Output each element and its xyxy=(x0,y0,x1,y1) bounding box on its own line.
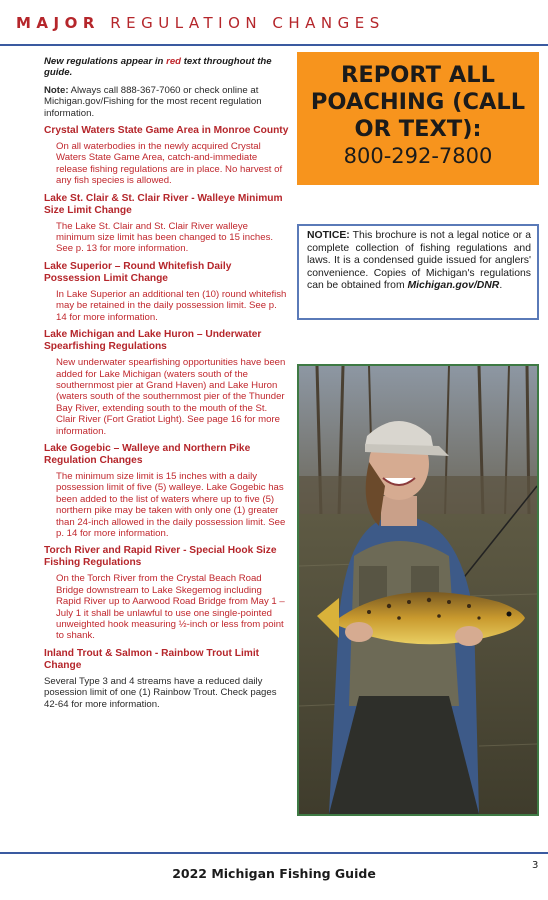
angler-photo xyxy=(297,364,539,816)
note-text: Note: Always call 888-367-7060 or check online at Michigan.gov/Fishing for the most recent regulation information. xyxy=(44,84,262,119)
section-title: Inland Trout & Salmon - Rainbow Trout Limit Change xyxy=(44,647,260,671)
section-body: On all waterbodies in the newly acquired Crystal Waters State Game Area, catch-and-immediate release fishing regulations are in place. No harvest of any fish species is allowed. xyxy=(56,141,283,187)
header-divider xyxy=(0,44,548,46)
page-header xyxy=(16,14,532,32)
footer-title: 2022 Michigan Fishing Guide xyxy=(172,866,376,881)
section-lake-superior xyxy=(44,261,290,323)
section-body: New underwater spearfishing opportunities have been added for Lake Michigan (waters south of the southernmost pier at Grand Haven) and Lake Huron (waters south of the southernmost pier of the Thunder Bay River, extending south to the mouth of the St. Clair River (Fort Gratiot Light). See page 16 for more information. xyxy=(56,357,286,437)
header-bold: MAJOR xyxy=(16,14,100,32)
section-crystal-waters xyxy=(44,125,290,187)
section-title: Crystal Waters State Game Area in Monroe County xyxy=(44,125,289,137)
section-body: In Lake Superior an additional ten (10) round whitefish may be retained in the daily possession limit. See p. 14 for more information. xyxy=(56,288,287,323)
notice-link[interactable]: Michigan.gov/DNR xyxy=(407,280,500,292)
section-body: On the Torch River from the Crystal Beach Road Bridge downstream to Lake Skegemog including Rapid River up to Aarwood Road Bridge from May 1 – July 1 it shall be unlawful to use one single-pointed unweighted hook measuring ½-inch or less from point to shank. xyxy=(56,573,285,642)
section-title: Lake Superior – Round Whitefish Daily Possession Limit Change xyxy=(44,260,232,284)
section-inland-trout xyxy=(44,648,290,710)
section-spearfishing xyxy=(44,329,290,437)
section-title: Lake Michigan and Lake Huron – Underwater Spearfishing Regulations xyxy=(44,329,262,353)
section-torch-river xyxy=(44,545,290,641)
section-lake-st-clair xyxy=(44,193,290,255)
intro-red-word: red xyxy=(166,56,182,67)
note-label: Note: xyxy=(44,84,69,96)
report-poaching-box xyxy=(297,52,539,185)
regulation-changes-column xyxy=(44,56,290,716)
notice-text: This brochure is not a legal notice or a complete collection of fishing regulations and laws. It is a condensed guide issued for anglers' convenience. Copies of Michigan's regulations can be obtained from xyxy=(307,230,531,292)
header-rest: REGULATION CHANGES xyxy=(110,14,385,32)
angler-photo-illustration xyxy=(299,366,537,814)
section-lake-gogebic xyxy=(44,443,290,539)
section-title: Lake Gogebic – Walleye and Northern Pike Regulation Changes xyxy=(44,442,251,466)
section-body: The Lake St. Clair and St. Clair River walleye minimum size limit has been changed to 15 inches. See p. 13 for more information. xyxy=(56,220,274,255)
section-body: The minimum size limit is 15 inches with a daily possession limit of five (5) walleye. Lake Gogebic has been added to the list of waters where up to five (5) northern pike may be taken with only one (1) greater than 24-inch allowed in the daily possession limit. See p. 14 for more information. xyxy=(56,470,286,539)
intro-text: New regulations appear in red text throughout the guide. xyxy=(44,56,272,79)
section-body: Several Type 3 and 4 streams have a reduced daily posession limit of one (1) Rainbow Trout. Check pages 42-64 for more information. xyxy=(44,675,277,710)
report-phone: 800-292-7800 xyxy=(343,144,493,168)
section-title: Torch River and Rapid River - Special Hook Size Fishing Regulations xyxy=(44,545,277,569)
page-number: 3 xyxy=(532,860,539,871)
notice-box: NOTICE: This brochure is not a legal notice or a complete collection of fishing regulations and laws. It is a condensed guide issued for anglers' convenience. Copies of Michigan's regulations can be obtained from Michigan.gov/DNR. xyxy=(297,224,539,320)
footer-divider xyxy=(0,852,548,854)
report-title: REPORT ALL POACHING (CALL OR TEXT): xyxy=(310,62,526,142)
notice-label: NOTICE: xyxy=(307,230,350,241)
section-title: Lake St. Clair & St. Clair River - Walleye Minimum Size Limit Change xyxy=(44,192,283,216)
